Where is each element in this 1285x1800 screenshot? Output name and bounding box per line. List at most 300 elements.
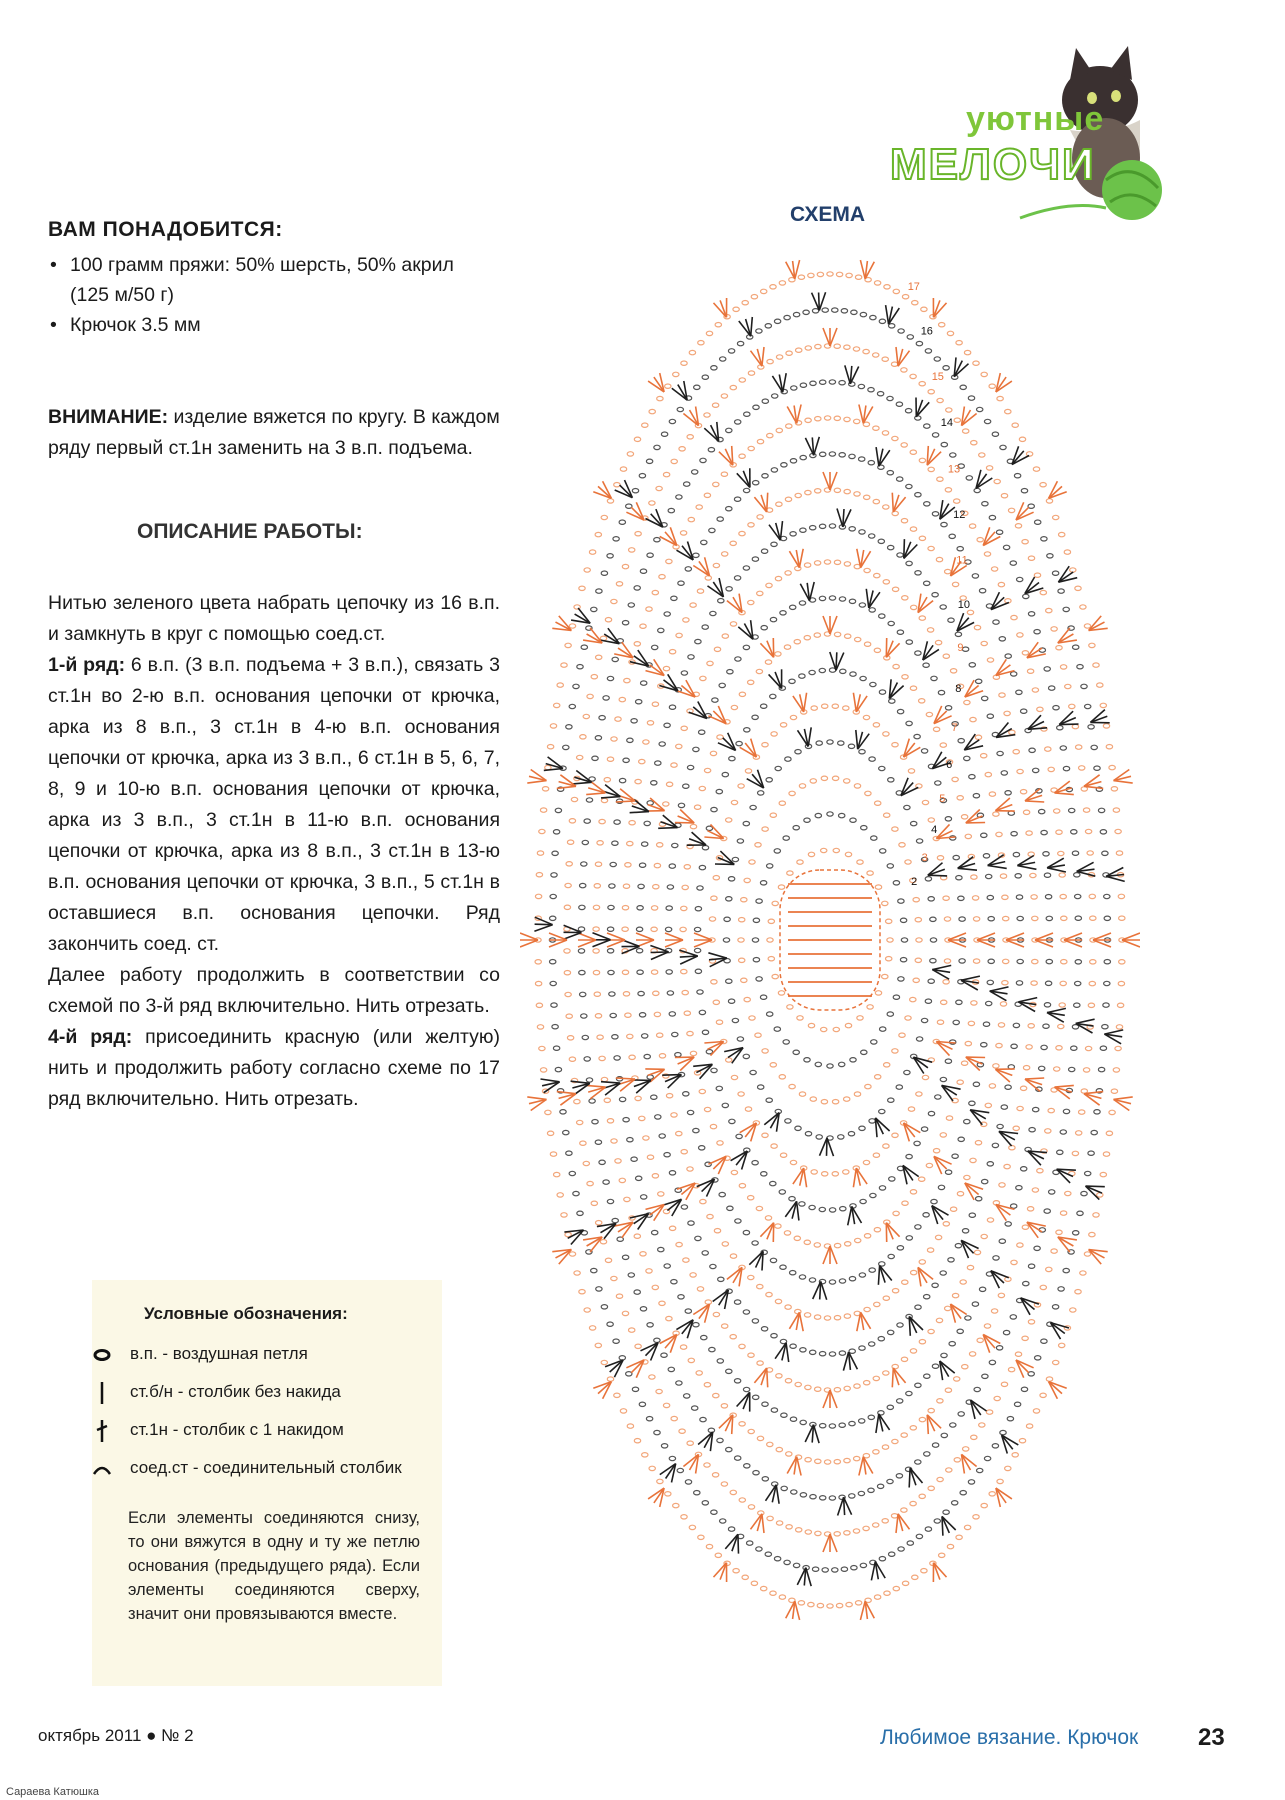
chain-loop	[832, 1172, 838, 1176]
chain-loop	[869, 534, 875, 538]
chain-loop	[587, 694, 593, 698]
chain-loop	[535, 960, 541, 964]
chain-loop	[721, 1482, 727, 1486]
chain-loop	[902, 596, 908, 600]
chain-loop	[844, 562, 850, 566]
chain-loop	[1028, 612, 1034, 616]
chain-loop	[940, 605, 946, 609]
chain-loop	[688, 1358, 694, 1362]
chain-loop	[887, 471, 893, 475]
chain-loop	[702, 625, 708, 629]
chain-loop	[859, 1346, 865, 1350]
chain-loop	[592, 756, 598, 760]
chain-loop	[927, 1248, 933, 1252]
chain-loop	[989, 384, 995, 388]
chain-loop	[766, 1292, 772, 1296]
chain-loop	[659, 1134, 665, 1138]
chain-loop	[724, 917, 730, 921]
stitch-mark	[704, 428, 718, 441]
chain-loop	[780, 611, 786, 615]
chain-loop	[642, 1034, 648, 1038]
chain-loop	[697, 589, 703, 593]
chain-loop	[535, 981, 541, 985]
chain-loop	[868, 1415, 874, 1419]
chain-loop	[899, 843, 905, 847]
chain-loop	[684, 482, 690, 486]
stitch-mark	[711, 1042, 724, 1056]
chain-loop	[726, 507, 732, 511]
chain-loop	[897, 1399, 903, 1403]
chain-loop	[982, 696, 988, 700]
chain-loop	[696, 1371, 702, 1375]
chain-loop	[1017, 959, 1023, 963]
chain-loop	[786, 351, 792, 355]
chain-loop	[812, 1567, 818, 1571]
chain-loop	[973, 959, 979, 963]
chain-loop	[634, 1234, 640, 1238]
chain-loop	[708, 448, 714, 452]
chain-loop	[567, 840, 573, 844]
chain-loop	[810, 779, 816, 783]
chain-loop	[790, 1417, 796, 1421]
chain-loop	[771, 468, 777, 472]
chain-loop	[702, 1501, 708, 1505]
chain-loop	[780, 723, 786, 727]
stitch-mark	[694, 940, 712, 947]
chain-loop	[893, 995, 899, 999]
chain-loop	[997, 751, 1003, 755]
row-number-label: 12	[953, 509, 966, 522]
stitch-mark	[527, 1097, 546, 1100]
chain-loop	[913, 978, 919, 982]
chain-loop	[1046, 959, 1052, 963]
chain-loop	[1005, 1222, 1011, 1226]
legend-item-text: ст.1н - столбик с 1 накидом	[130, 1420, 344, 1439]
stitch-mark	[1114, 781, 1133, 784]
chain-loop	[677, 407, 683, 411]
chain-loop	[757, 439, 763, 443]
chain-loop	[836, 1603, 842, 1607]
stitch-mark	[936, 1042, 949, 1056]
chain-loop	[933, 1149, 939, 1153]
chain-loop	[1051, 1249, 1057, 1253]
stitch-mark	[520, 940, 538, 947]
chain-loop	[921, 1569, 927, 1573]
stitch-mark	[928, 875, 947, 876]
chain-loop	[947, 1544, 953, 1548]
chain-loop	[814, 633, 820, 637]
chain-loop	[915, 571, 921, 575]
double-crochet-icon	[92, 1418, 112, 1444]
chain-loop	[956, 876, 962, 880]
chain-loop	[928, 818, 934, 822]
chain-loop	[851, 310, 857, 314]
chain-loop	[694, 1491, 700, 1495]
stitch-mark	[909, 1317, 923, 1331]
chain-loop	[1046, 916, 1052, 920]
chain-loop	[1051, 627, 1057, 631]
chain-loop	[961, 815, 967, 819]
chain-loop	[994, 1396, 1000, 1400]
chain-loop	[810, 381, 816, 385]
chain-loop	[810, 526, 816, 530]
chain-loop	[1061, 916, 1067, 920]
chain-loop	[923, 663, 929, 667]
chain-loop	[961, 1061, 967, 1065]
chain-loop	[934, 357, 940, 361]
chain-loop	[727, 670, 733, 674]
chain-loop	[845, 1023, 851, 1027]
chain-loop	[757, 1284, 763, 1288]
chain-loop	[928, 390, 934, 394]
chain-loop	[930, 938, 936, 942]
chain-loop	[776, 1374, 782, 1378]
chain-loop	[774, 1027, 780, 1031]
chain-loop	[844, 1386, 850, 1390]
chain-loop	[687, 1110, 693, 1114]
chain-loop	[832, 308, 838, 312]
chain-loop	[1063, 607, 1069, 611]
chain-loop	[711, 807, 717, 811]
chain-loop	[845, 852, 851, 856]
chain-loop	[817, 1603, 823, 1607]
chain-loop	[969, 1213, 975, 1217]
chain-loop	[971, 875, 977, 879]
chain-loop	[657, 1033, 663, 1037]
chain-loop	[583, 714, 589, 718]
chain-loop	[628, 1273, 634, 1277]
chain-loop	[735, 657, 741, 661]
chain-loop	[912, 1575, 918, 1579]
chain-loop	[1069, 704, 1075, 708]
chain-loop	[999, 637, 1005, 641]
chain-loop	[925, 1527, 931, 1531]
chain-loop	[869, 757, 875, 761]
stitch-mark	[713, 1156, 726, 1169]
chain-loop	[663, 802, 669, 806]
chain-loop	[757, 1436, 763, 1440]
chain-loop	[1071, 830, 1077, 834]
chain-loop	[753, 958, 759, 962]
chain-loop	[1098, 1067, 1104, 1071]
chain-loop	[771, 542, 777, 546]
chain-loop	[811, 706, 817, 710]
chain-loop	[756, 1547, 762, 1551]
chain-loop	[849, 1277, 855, 1281]
chain-loop	[702, 1251, 708, 1255]
chain-loop	[564, 949, 570, 953]
chain-loop	[753, 918, 759, 922]
chain-loop	[925, 999, 931, 1003]
chain-loop	[693, 1323, 699, 1327]
chain-loop	[816, 741, 822, 745]
chain-loop	[733, 307, 739, 311]
chain-loop	[836, 272, 842, 276]
chain-loop	[715, 323, 721, 327]
chain-loop	[688, 655, 694, 659]
chain-loop	[704, 413, 710, 417]
chain-loop	[765, 324, 771, 328]
chain-loop	[761, 1586, 767, 1590]
stitch-mark	[892, 493, 893, 512]
chain-loop	[930, 959, 936, 963]
chain-loop	[730, 1335, 736, 1339]
chain-loop	[902, 1280, 908, 1284]
chain-loop	[591, 675, 597, 679]
chain-loop	[1058, 1024, 1064, 1028]
chain-loop	[641, 681, 647, 685]
chain-loop	[849, 527, 855, 531]
stitch-mark	[719, 1415, 733, 1429]
chain-loop	[915, 918, 921, 922]
chain-loop	[896, 402, 902, 406]
chain-loop	[820, 380, 826, 384]
chain-loop	[702, 375, 708, 379]
chain-loop	[671, 459, 677, 463]
chain-loop	[1013, 1023, 1019, 1027]
chain-loop	[863, 1160, 869, 1164]
chain-loop	[786, 424, 792, 428]
chain-loop	[998, 582, 1004, 586]
chain-loop	[652, 1230, 658, 1234]
chain-loop	[669, 864, 675, 868]
chain-loop	[1016, 1186, 1022, 1190]
chain-loop	[1091, 745, 1097, 749]
chain-loop	[853, 347, 859, 351]
chain-loop	[694, 927, 700, 931]
chain-loop	[793, 312, 799, 316]
chain-loop	[943, 980, 949, 984]
chain-loop	[752, 557, 758, 561]
chain-loop	[839, 453, 845, 457]
stitch-mark	[799, 549, 803, 568]
chain-loop	[815, 489, 821, 493]
chain-loop	[901, 368, 907, 372]
chain-loop	[762, 399, 768, 403]
chain-loop	[692, 1406, 698, 1410]
chain-loop	[1028, 556, 1034, 560]
chain-loop	[945, 817, 951, 821]
chain-loop	[711, 366, 717, 370]
chain-loop	[959, 917, 965, 921]
chain-loop	[977, 407, 983, 411]
stitch-mark	[571, 1230, 584, 1245]
chain-loop	[1022, 540, 1028, 544]
chain-loop	[661, 432, 667, 436]
chain-loop	[639, 1116, 645, 1120]
chain-loop	[589, 1326, 595, 1330]
chain-loop	[863, 349, 869, 353]
chain-loop	[877, 392, 883, 396]
chain-loop	[928, 1111, 934, 1115]
chain-loop	[690, 603, 696, 607]
chain-loop	[910, 997, 916, 1001]
chain-loop	[790, 1344, 796, 1348]
chain-loop	[726, 428, 732, 432]
chain-loop	[716, 1086, 722, 1090]
chain-loop	[603, 696, 609, 700]
chain-loop	[789, 791, 795, 795]
chain-loop	[547, 1131, 553, 1135]
chain-loop	[1011, 832, 1017, 836]
chain-loop	[577, 755, 583, 759]
chain-loop	[762, 743, 768, 747]
chain-loop	[753, 481, 759, 485]
stitch-mark	[762, 1514, 764, 1533]
chain-loop	[762, 474, 768, 478]
chain-loop	[805, 1530, 811, 1534]
chain-loop	[573, 1191, 579, 1195]
chain-loop	[838, 1135, 844, 1139]
chain-loop	[843, 706, 849, 710]
chain-loop	[1073, 645, 1079, 649]
chain-loop	[878, 1337, 884, 1341]
chain-loop	[865, 1084, 871, 1088]
chain-loop	[582, 1035, 588, 1039]
chain-loop	[634, 586, 640, 590]
stitch-mark	[760, 1223, 773, 1237]
chain-loop	[817, 272, 823, 276]
chain-loop	[774, 319, 780, 323]
chain-loop	[910, 1426, 916, 1430]
chain-loop	[638, 991, 644, 995]
chain-loop	[1022, 1225, 1028, 1229]
chain-loop	[905, 409, 911, 413]
chain-loop	[799, 784, 805, 788]
chain-loop	[794, 1236, 800, 1240]
chain-loop	[641, 1195, 647, 1199]
chain-loop	[596, 1221, 602, 1225]
chain-loop	[800, 455, 806, 459]
chain-loop	[941, 442, 947, 446]
chain-loop	[1059, 532, 1065, 536]
chain-loop	[739, 1498, 745, 1502]
stitch-mark	[932, 965, 951, 969]
chain-loop	[655, 761, 661, 765]
chain-loop	[657, 1479, 663, 1483]
chain-loop	[970, 717, 976, 721]
chain-loop	[627, 1424, 633, 1428]
chain-loop	[1085, 1046, 1091, 1050]
chain-loop	[979, 589, 985, 593]
chain-loop	[761, 1172, 767, 1176]
chain-loop	[888, 1330, 894, 1334]
stitch-mark	[662, 1075, 681, 1076]
chain-loop	[622, 1311, 628, 1315]
chain-loop	[1023, 594, 1029, 598]
chain-loop	[799, 601, 805, 605]
chain-loop	[964, 756, 970, 760]
chain-loop	[616, 1294, 622, 1298]
chain-loop	[716, 789, 722, 793]
chain-loop	[627, 841, 633, 845]
chain-loop	[804, 1058, 810, 1062]
chain-loop	[555, 808, 561, 812]
chain-loop	[649, 1466, 655, 1470]
chain-loop	[960, 385, 966, 389]
chain-loop	[659, 575, 665, 579]
chain-loop	[775, 652, 781, 656]
chain-loop	[669, 650, 675, 654]
chain-loop	[609, 992, 615, 996]
chain-loop	[884, 813, 890, 817]
chain-loop	[591, 1268, 597, 1272]
chain-loop	[579, 1290, 585, 1294]
chain-loop	[892, 587, 898, 591]
chain-loop	[730, 1254, 736, 1258]
chain-loop	[784, 1560, 790, 1564]
chain-loop	[829, 1280, 835, 1284]
stitch-mark	[1018, 998, 1037, 1002]
stitch-mark	[954, 364, 968, 377]
chain-loop	[770, 285, 776, 289]
chain-loop	[809, 1278, 815, 1282]
chain-loop	[902, 1201, 908, 1205]
chain-loop	[805, 1458, 811, 1462]
chain-loop	[800, 1348, 806, 1352]
chain-loop	[1040, 590, 1046, 594]
chain-loop	[1069, 808, 1075, 812]
chain-loop	[950, 669, 956, 673]
chain-loop	[987, 1162, 993, 1166]
chain-loop	[791, 1490, 797, 1494]
chain-loop	[1102, 1025, 1108, 1029]
chain-loop	[1047, 554, 1053, 558]
chain-loop	[1087, 851, 1093, 855]
chain-loop	[827, 1064, 833, 1068]
chain-loop	[566, 1014, 572, 1018]
chain-loop	[906, 640, 912, 644]
chain-loop	[785, 757, 791, 761]
chain-loop	[901, 1357, 907, 1361]
chain-loop	[839, 597, 845, 601]
chain-loop	[887, 1479, 893, 1483]
chain-loop	[791, 386, 797, 390]
chain-loop	[1094, 1110, 1100, 1114]
chain-loop	[681, 906, 687, 910]
chain-loop	[614, 820, 620, 824]
chain-loop	[790, 459, 796, 463]
chain-loop	[711, 1068, 717, 1072]
chain-loop	[839, 1351, 845, 1355]
stitch-mark	[948, 940, 966, 947]
chain-loop	[880, 849, 886, 853]
chain-loop	[1111, 787, 1117, 791]
chain-loop	[854, 492, 860, 496]
chain-loop	[982, 1374, 988, 1378]
chain-loop	[971, 1435, 977, 1439]
chain-loop	[941, 1000, 947, 1004]
chain-loop	[938, 1185, 944, 1189]
chain-loop	[779, 1595, 785, 1599]
chain-loop	[1023, 1066, 1029, 1070]
chain-loop	[921, 307, 927, 311]
chain-loop	[1010, 1315, 1016, 1319]
chain-loop	[710, 611, 716, 615]
stitch-mark	[892, 1368, 893, 1387]
chain-loop	[1013, 750, 1019, 754]
chain-loop	[1014, 1402, 1020, 1406]
chain-loop	[1089, 643, 1095, 647]
chain-loop	[578, 949, 584, 953]
chain-loop	[610, 862, 616, 866]
chain-loop	[805, 346, 811, 350]
chain-loop	[906, 561, 912, 565]
chain-loop	[709, 917, 715, 921]
chain-loop	[1081, 1191, 1087, 1195]
chain-loop	[857, 1016, 863, 1020]
chain-loop	[993, 812, 999, 816]
